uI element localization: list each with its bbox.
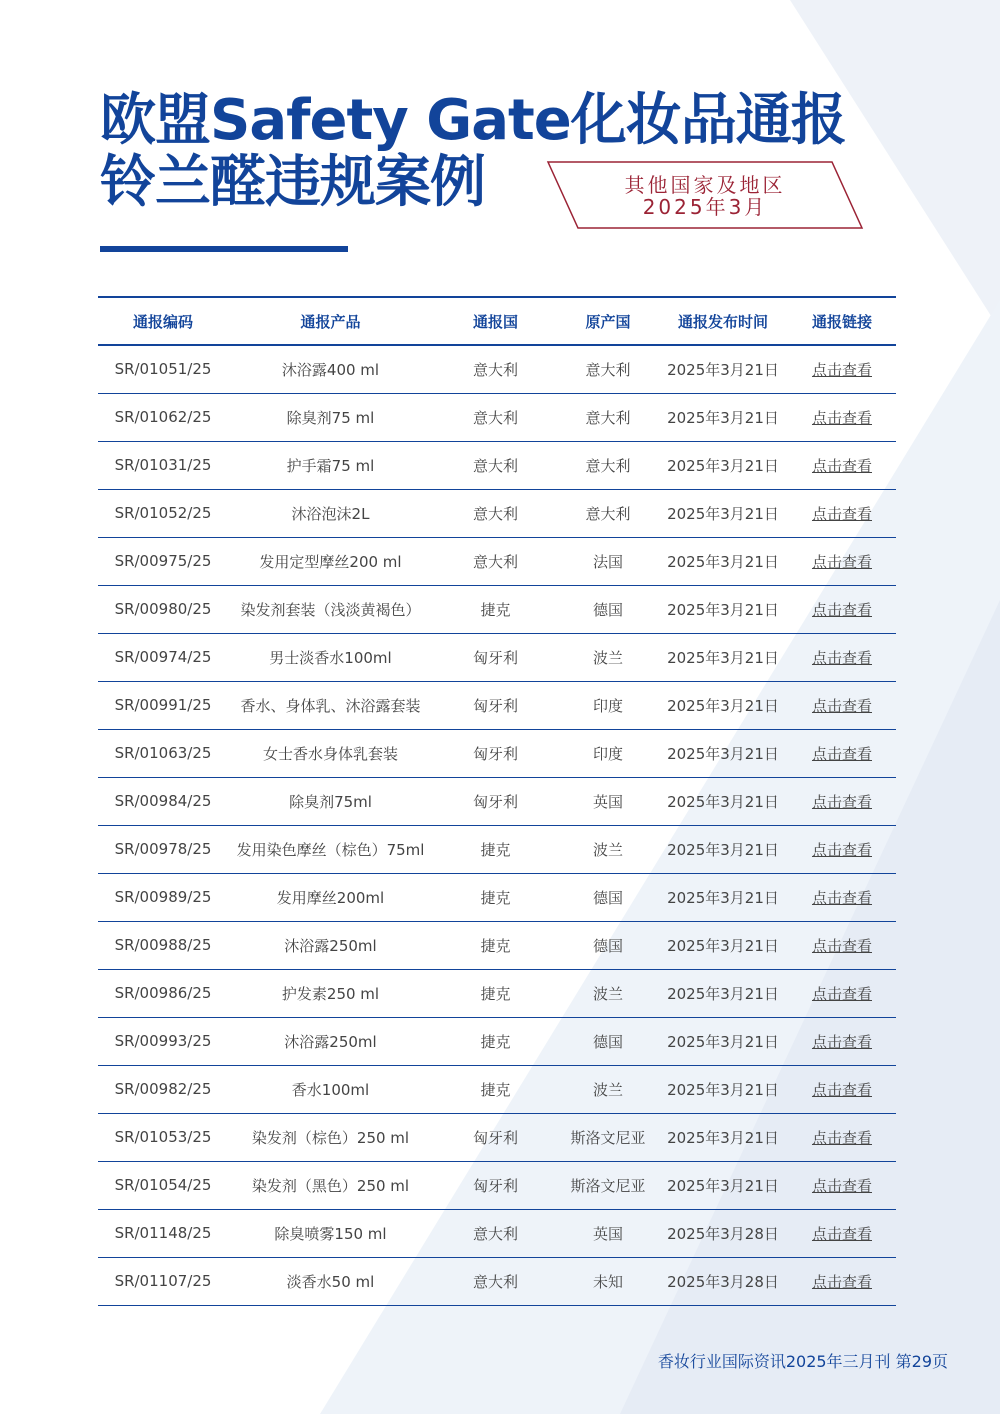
view-link[interactable]: 点击查看 [811, 984, 872, 1003]
cell-notifying-country: 意大利 [433, 393, 558, 441]
cell-link [788, 681, 896, 729]
cell-product: 沐浴露250ml [228, 1017, 433, 1065]
table-row [98, 681, 896, 729]
cell-code: SR/00986/25 [98, 969, 228, 1017]
cell-code: SR/00988/25 [98, 921, 228, 969]
view-link[interactable]: 点击查看 [811, 1080, 872, 1099]
header-notifying-country: 通报国 [433, 297, 558, 345]
view-link[interactable]: 点击查看 [811, 696, 872, 715]
table-row [98, 921, 896, 969]
view-link[interactable]: 点击查看 [811, 648, 872, 667]
cell-link [788, 1161, 896, 1209]
cell-notifying-country: 匈牙利 [433, 681, 558, 729]
cell-origin-country: 英国 [558, 1209, 658, 1257]
cell-link [788, 969, 896, 1017]
cell-origin-country: 波兰 [558, 825, 658, 873]
cell-notifying-country: 捷克 [433, 585, 558, 633]
badge-date: 2025年3月 [642, 195, 768, 219]
cell-product: 护手霜75 ml [228, 441, 433, 489]
cell-publish-date: 2025年3月21日 [658, 729, 788, 777]
table-row [98, 1065, 896, 1113]
title-underline [100, 246, 348, 252]
view-link[interactable]: 点击查看 [811, 792, 872, 811]
cell-link [788, 1209, 896, 1257]
cell-code: SR/01051/25 [98, 345, 228, 393]
cell-origin-country: 意大利 [558, 393, 658, 441]
cell-code: SR/00993/25 [98, 1017, 228, 1065]
page-footer: 香妆行业国际资讯2025年三月刊 第29页 [657, 1352, 948, 1371]
cell-publish-date: 2025年3月21日 [658, 537, 788, 585]
cell-product: 除臭剂75 ml [228, 393, 433, 441]
cell-notifying-country: 捷克 [433, 873, 558, 921]
cell-notifying-country: 捷克 [433, 921, 558, 969]
cell-origin-country: 波兰 [558, 969, 658, 1017]
cell-publish-date: 2025年3月21日 [658, 1113, 788, 1161]
table-row [98, 873, 896, 921]
cell-product: 发用摩丝200ml [228, 873, 433, 921]
cell-publish-date: 2025年3月21日 [658, 969, 788, 1017]
table-row [98, 1113, 896, 1161]
table-row [98, 633, 896, 681]
cell-publish-date: 2025年3月21日 [658, 681, 788, 729]
cell-code: SR/00978/25 [98, 825, 228, 873]
cell-origin-country: 斯洛文尼亚 [558, 1113, 658, 1161]
cell-link [788, 489, 896, 537]
cell-code: SR/00980/25 [98, 585, 228, 633]
cell-code: SR/00984/25 [98, 777, 228, 825]
cell-notifying-country: 匈牙利 [433, 1113, 558, 1161]
view-link[interactable]: 点击查看 [811, 504, 872, 523]
cell-product: 香水100ml [228, 1065, 433, 1113]
table-row [98, 1257, 896, 1305]
view-link[interactable]: 点击查看 [811, 1272, 872, 1291]
cell-origin-country: 德国 [558, 585, 658, 633]
page-title-line2: 铃兰醛违规案例 [100, 150, 485, 215]
view-link[interactable]: 点击查看 [811, 1032, 872, 1051]
cell-notifying-country: 意大利 [433, 441, 558, 489]
cell-link [788, 1065, 896, 1113]
cell-origin-country: 波兰 [558, 633, 658, 681]
table-row [98, 777, 896, 825]
cell-publish-date: 2025年3月21日 [658, 393, 788, 441]
view-link[interactable]: 点击查看 [811, 888, 872, 907]
cell-code: SR/01031/25 [98, 441, 228, 489]
cell-publish-date: 2025年3月21日 [658, 921, 788, 969]
cell-notifying-country: 匈牙利 [433, 1161, 558, 1209]
view-link[interactable]: 点击查看 [811, 840, 872, 859]
cell-origin-country: 英国 [558, 777, 658, 825]
table-row [98, 537, 896, 585]
cell-origin-country: 意大利 [558, 441, 658, 489]
cell-publish-date: 2025年3月21日 [658, 345, 788, 393]
cell-code: SR/01107/25 [98, 1257, 228, 1305]
cell-link [788, 393, 896, 441]
cell-product: 除臭剂75ml [228, 777, 433, 825]
header-code: 通报编码 [98, 297, 228, 345]
table-row [98, 969, 896, 1017]
cell-publish-date: 2025年3月21日 [658, 633, 788, 681]
cell-notifying-country: 匈牙利 [433, 777, 558, 825]
table-row [98, 393, 896, 441]
view-link[interactable]: 点击查看 [811, 456, 872, 475]
table-row [98, 729, 896, 777]
cell-notifying-country: 匈牙利 [433, 729, 558, 777]
cell-code: SR/00974/25 [98, 633, 228, 681]
cell-link [788, 1017, 896, 1065]
cell-link [788, 1257, 896, 1305]
cell-publish-date: 2025年3月21日 [658, 1017, 788, 1065]
view-link[interactable]: 点击查看 [811, 1224, 872, 1243]
cell-origin-country: 未知 [558, 1257, 658, 1305]
cell-publish-date: 2025年3月21日 [658, 489, 788, 537]
cell-link [788, 777, 896, 825]
cell-notifying-country: 意大利 [433, 537, 558, 585]
cell-origin-country: 波兰 [558, 1065, 658, 1113]
header-publish-date: 通报发布时间 [658, 297, 788, 345]
table-row [98, 345, 896, 393]
cell-code: SR/00989/25 [98, 873, 228, 921]
cell-product: 女士香水身体乳套装 [228, 729, 433, 777]
cell-notifying-country: 匈牙利 [433, 633, 558, 681]
view-link[interactable]: 点击查看 [811, 360, 872, 379]
cell-code: SR/01052/25 [98, 489, 228, 537]
cell-publish-date: 2025年3月28日 [658, 1257, 788, 1305]
cell-notifying-country: 捷克 [433, 1017, 558, 1065]
cell-publish-date: 2025年3月21日 [658, 1065, 788, 1113]
cell-product: 男士淡香水100ml [228, 633, 433, 681]
cell-publish-date: 2025年3月21日 [658, 777, 788, 825]
cell-code: SR/00991/25 [98, 681, 228, 729]
cell-origin-country: 德国 [558, 921, 658, 969]
cell-origin-country: 印度 [558, 729, 658, 777]
cell-origin-country: 意大利 [558, 489, 658, 537]
cell-product: 染发剂（黑色）250 ml [228, 1161, 433, 1209]
cell-link [788, 345, 896, 393]
cell-product: 沐浴泡沫2L [228, 489, 433, 537]
cell-publish-date: 2025年3月21日 [658, 825, 788, 873]
cell-link [788, 633, 896, 681]
view-link[interactable]: 点击查看 [811, 408, 872, 427]
notification-table [98, 296, 896, 1306]
cell-link [788, 585, 896, 633]
cell-notifying-country: 捷克 [433, 1065, 558, 1113]
cell-product: 护发素250 ml [228, 969, 433, 1017]
table-row [98, 1017, 896, 1065]
cell-link [788, 921, 896, 969]
cell-code: SR/01053/25 [98, 1113, 228, 1161]
cell-publish-date: 2025年3月21日 [658, 441, 788, 489]
page-title-line1: 欧盟Safety Gate化妆品通报 [100, 88, 846, 153]
cell-product: 染发剂（棕色）250 ml [228, 1113, 433, 1161]
cell-link [788, 873, 896, 921]
cell-product: 发用染色摩丝（棕色）75ml [228, 825, 433, 873]
cell-code: SR/01148/25 [98, 1209, 228, 1257]
table-row [98, 489, 896, 537]
cell-origin-country: 法国 [558, 537, 658, 585]
cell-notifying-country: 捷克 [433, 969, 558, 1017]
cell-product: 除臭喷雾150 ml [228, 1209, 433, 1257]
header-product: 通报产品 [228, 297, 433, 345]
cell-link [788, 1113, 896, 1161]
date-badge [546, 160, 864, 230]
cell-code: SR/01062/25 [98, 393, 228, 441]
cell-origin-country: 德国 [558, 873, 658, 921]
view-link[interactable]: 点击查看 [811, 1176, 872, 1195]
view-link[interactable]: 点击查看 [811, 552, 872, 571]
cell-notifying-country: 意大利 [433, 1257, 558, 1305]
header-link: 通报链接 [788, 297, 896, 345]
cell-link [788, 729, 896, 777]
cell-publish-date: 2025年3月21日 [658, 873, 788, 921]
cell-origin-country: 印度 [558, 681, 658, 729]
cell-product: 淡香水50 ml [228, 1257, 433, 1305]
cell-origin-country: 斯洛文尼亚 [558, 1161, 658, 1209]
cell-publish-date: 2025年3月21日 [658, 1161, 788, 1209]
cell-origin-country: 德国 [558, 1017, 658, 1065]
cell-product: 沐浴露400 ml [228, 345, 433, 393]
view-link[interactable]: 点击查看 [811, 936, 872, 955]
cell-link [788, 441, 896, 489]
cell-notifying-country: 意大利 [433, 1209, 558, 1257]
cell-notifying-country: 意大利 [433, 489, 558, 537]
table-header-row [98, 297, 896, 345]
cell-product: 沐浴露250ml [228, 921, 433, 969]
cell-notifying-country: 意大利 [433, 345, 558, 393]
view-link[interactable]: 点击查看 [811, 1128, 872, 1147]
cell-product: 香水、身体乳、沐浴露套装 [228, 681, 433, 729]
cell-code: SR/01054/25 [98, 1161, 228, 1209]
view-link[interactable]: 点击查看 [811, 744, 872, 763]
table-row [98, 1161, 896, 1209]
cell-publish-date: 2025年3月21日 [658, 585, 788, 633]
view-link[interactable]: 点击查看 [811, 600, 872, 619]
cell-link [788, 537, 896, 585]
badge-region: 其他国家及地区 [624, 173, 786, 197]
cell-link [788, 825, 896, 873]
cell-code: SR/00975/25 [98, 537, 228, 585]
table-row [98, 441, 896, 489]
cell-product: 发用定型摩丝200 ml [228, 537, 433, 585]
header-origin-country: 原产国 [558, 297, 658, 345]
table-body [98, 345, 896, 1305]
table-row [98, 585, 896, 633]
table-row [98, 1209, 896, 1257]
cell-origin-country: 意大利 [558, 345, 658, 393]
cell-publish-date: 2025年3月28日 [658, 1209, 788, 1257]
cell-code: SR/00982/25 [98, 1065, 228, 1113]
table-row [98, 825, 896, 873]
cell-notifying-country: 捷克 [433, 825, 558, 873]
cell-product: 染发剂套装（浅淡黄褐色） [228, 585, 433, 633]
cell-code: SR/01063/25 [98, 729, 228, 777]
